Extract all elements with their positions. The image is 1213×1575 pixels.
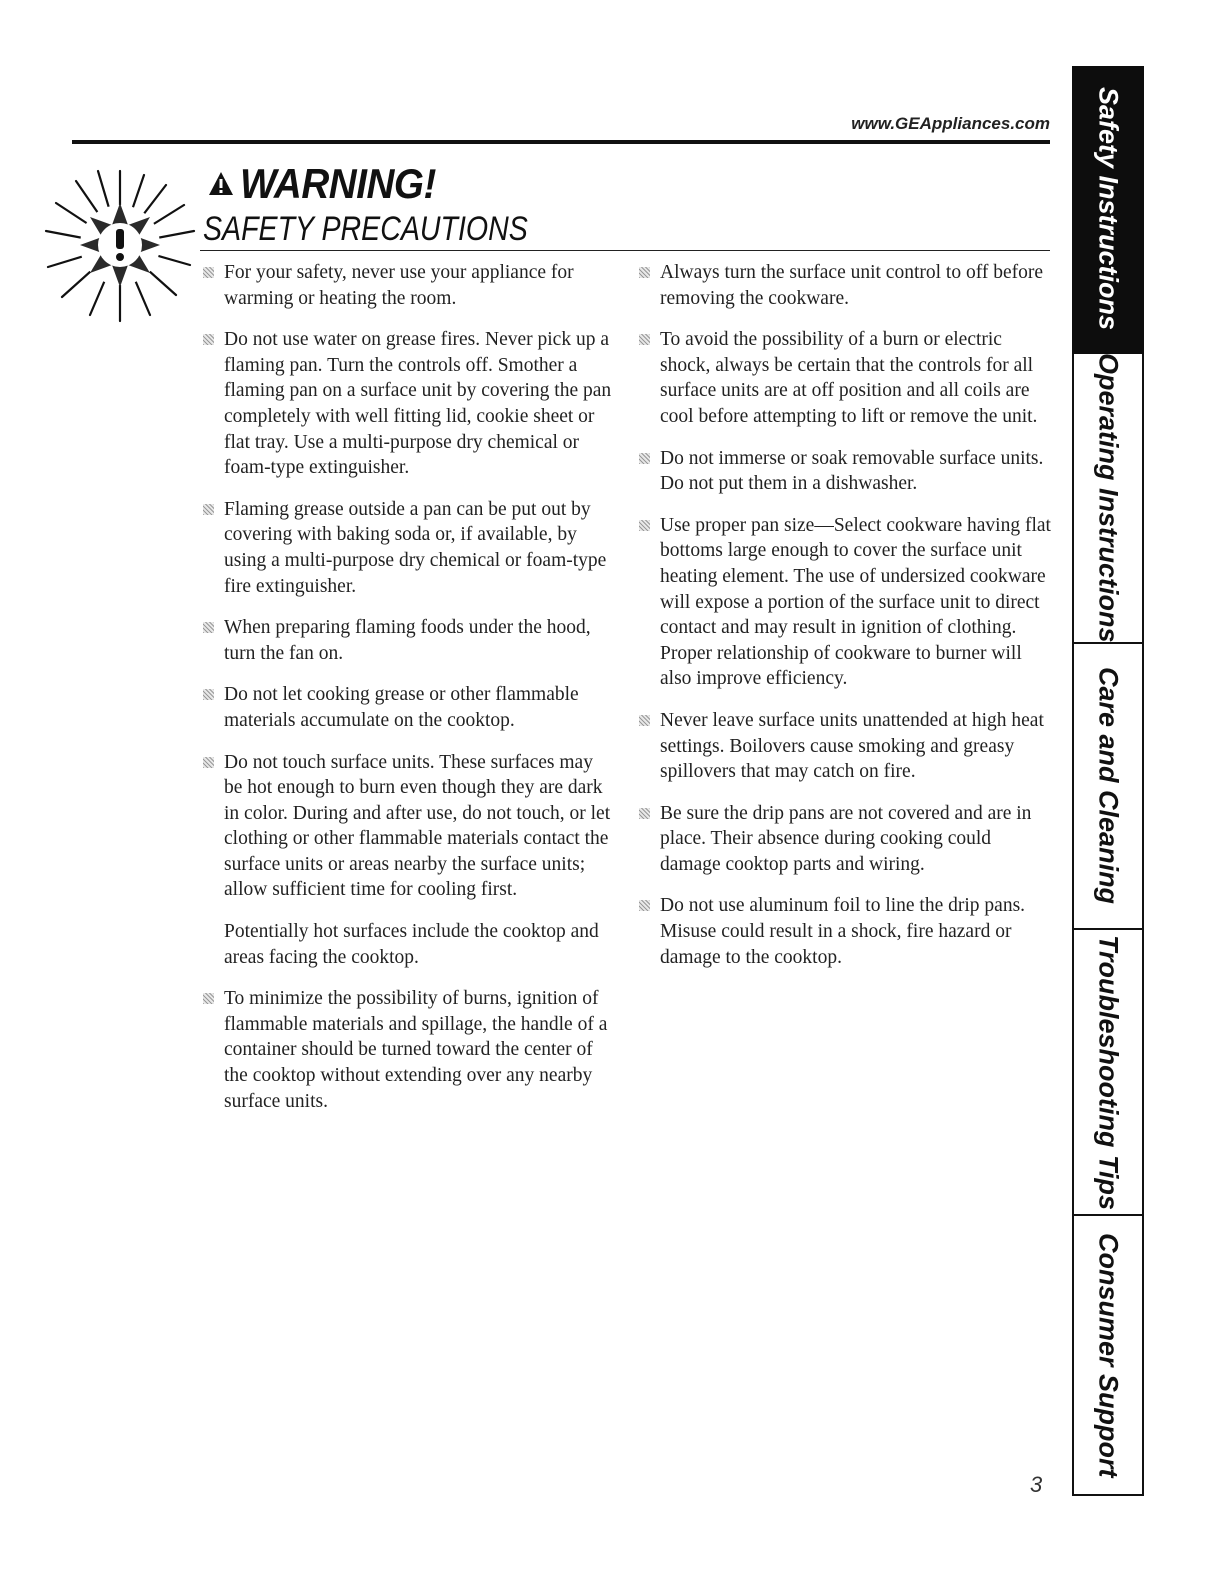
bullet-icon <box>639 808 650 819</box>
bullet-icon <box>639 334 650 345</box>
tab-label: Care and Cleaning <box>1093 667 1124 905</box>
item-text: Use proper pan size—Select cookware having flat bottoms large enough to cover the surface unit heating element. The use of undersized cookware will expose a portion of the surface unit to direct contact and may result in ignition of clothing. Proper relationship of cookware to burner will also improve efficiency. <box>660 514 1051 690</box>
tab-consumer-support[interactable] <box>1072 1216 1144 1496</box>
alert-triangle-icon <box>208 171 234 197</box>
item-text: Do not let cooking grease or other flammable materials accumulate on the cooktop. <box>224 684 579 731</box>
page-number: 3 <box>1030 1472 1043 1497</box>
item-text: Do not touch surface units. These surfaces may be hot enough to burn even though they are dark in color. During and after use, do not touch, or let clothing or other flammable materials contact the surface units or areas nearby the surface units; allow sufficient time for cooling first. <box>224 751 611 901</box>
item-text: Potentially hot surfaces include the cooktop and areas facing the cooktop. <box>224 921 599 968</box>
tab-care-and-cleaning[interactable] <box>1072 644 1144 930</box>
bullet-item <box>636 708 1056 785</box>
bullet-icon <box>639 520 650 531</box>
bullet-item <box>200 615 615 666</box>
tab-troubleshooting-tips[interactable] <box>1072 930 1144 1216</box>
item-text: To minimize the possibility of burns, ignition of flammable materials and spillage, the handle of a container should be turned toward the center of the cooktop without extending over any nearby surface units. <box>224 988 608 1112</box>
bullet-item <box>636 513 1056 692</box>
bullet-item <box>636 446 1056 497</box>
header-rule <box>72 140 1050 144</box>
item-text: Do not use water on grease fires. Never pick up a flaming pan. Turn the controls off. Smother a flaming pan on a surface unit by covering the pan completely with well fitting lid, cookie sheet or flat tray. Use a multi-purpose dry chemical or foam-type extinguisher. <box>224 329 612 479</box>
tab-label: Troubleshooting Tips <box>1093 934 1124 1210</box>
tab-operating-instructions[interactable] <box>1072 354 1144 644</box>
item-text: When preparing flaming foods under the hood, turn the fan on. <box>224 617 591 664</box>
item-text: Flaming grease outside a pan can be put out by covering with baking soda or, if available, by using a multi-purpose dry chemical or foam-type fire extinguisher. <box>224 498 607 597</box>
bullet-item <box>200 260 615 311</box>
bullet-icon <box>203 689 214 700</box>
bullet-icon <box>203 334 214 345</box>
bullet-icon <box>203 993 214 1004</box>
bullet-item <box>200 750 615 904</box>
bullet-item <box>200 986 615 1114</box>
section-sidebar <box>1072 66 1144 1496</box>
tab-safety-instructions[interactable] <box>1072 66 1144 354</box>
right-column <box>636 260 1056 986</box>
site-url[interactable]: www.GEAppliances.com <box>851 114 1050 133</box>
warning-burst-icon <box>40 165 200 325</box>
bullet-item <box>200 682 615 733</box>
bullet-icon <box>203 504 214 515</box>
item-text: Do not use aluminum foil to line the drip pans. Misuse could result in a shock, fire hazard or damage to the cooktop. <box>660 895 1026 968</box>
item-text: Never leave surface units unattended at high heat settings. Boilovers cause smoking and greasy spillovers that may catch on fire. <box>660 709 1044 783</box>
left-column <box>200 260 615 1130</box>
item-text: Be sure the drip pans are not covered and are in place. Their absence during cooking could damage cooktop parts and wiring. <box>660 802 1032 875</box>
bullet-icon <box>639 453 650 464</box>
tab-label: Safety Instructions <box>1093 87 1124 331</box>
bullet-icon <box>203 267 214 278</box>
bullet-icon <box>639 715 650 726</box>
bullet-icon <box>203 757 214 768</box>
bullet-item <box>636 801 1056 878</box>
bullet-item <box>636 327 1056 429</box>
tab-label: Operating Instructions <box>1093 353 1124 643</box>
bullet-item <box>200 327 615 481</box>
bullet-item <box>636 260 1056 311</box>
bullet-item <box>200 497 615 599</box>
heading-rule <box>200 250 1050 251</box>
note-paragraph <box>200 919 615 970</box>
warning-heading: WARNING! <box>240 160 436 207</box>
item-text: To avoid the possibility of a burn or electric shock, always be certain that the controls for all surface units are at off position and all coils are cool before attempting to lift or remove the unit. <box>660 329 1038 427</box>
item-text: For your safety, never use your appliance for warming or heating the room. <box>224 262 574 309</box>
bullet-icon <box>639 267 650 278</box>
item-text: Do not immerse or soak removable surface units. Do not put them in a dishwasher. <box>660 447 1044 495</box>
bullet-item <box>636 893 1056 970</box>
item-text: Always turn the surface unit control to off before removing the cookware. <box>660 262 1044 309</box>
bullet-icon <box>203 622 214 633</box>
safety-precautions-heading: SAFETY PRECAUTIONS <box>203 210 528 248</box>
bullet-icon <box>639 900 650 911</box>
tab-label: Consumer Support <box>1093 1232 1124 1478</box>
